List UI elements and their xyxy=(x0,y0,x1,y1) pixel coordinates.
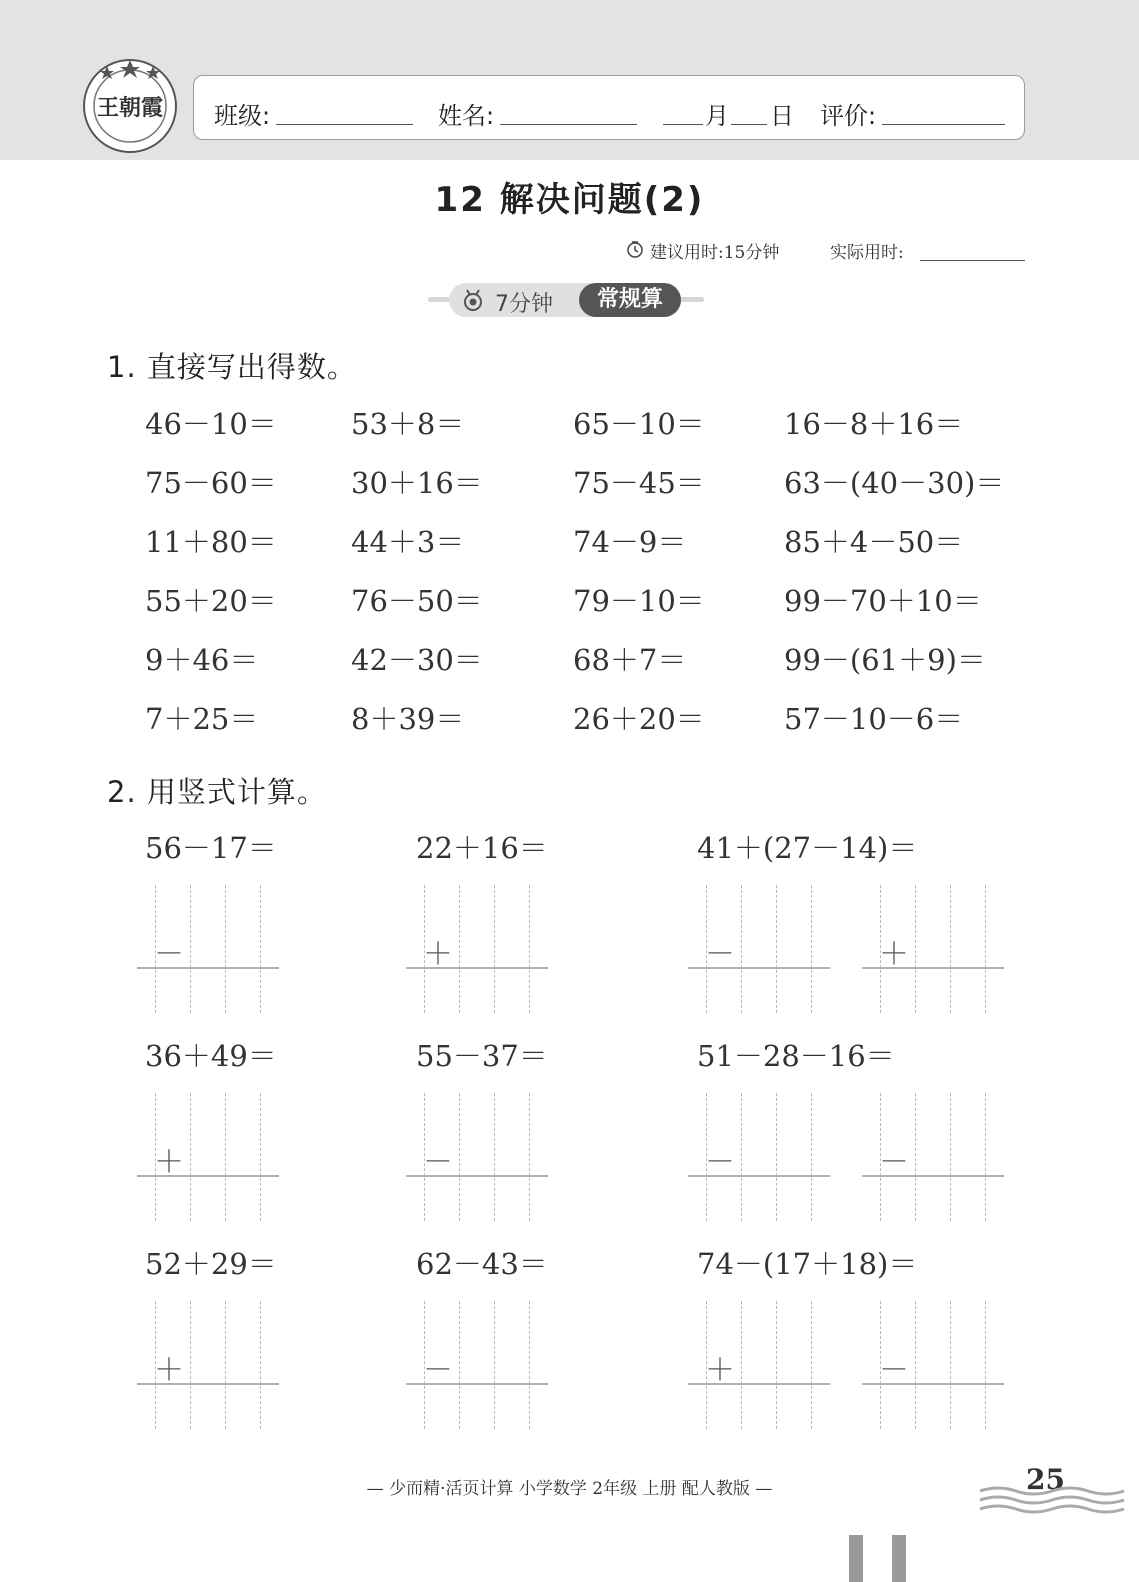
operator-sign: ＋ xyxy=(154,1353,184,1388)
grid-column-line xyxy=(260,885,261,1013)
oral-equation: 30＋16＝ xyxy=(351,466,483,500)
oral-equation: 8＋39＝ xyxy=(351,702,465,736)
oral-equation: 16－8＋16＝ xyxy=(784,407,964,441)
grid-column-line xyxy=(225,1301,226,1429)
operator-sign: － xyxy=(423,1145,453,1180)
grid-column-line xyxy=(260,1301,261,1429)
badge-tag: 常规算 xyxy=(579,283,681,317)
vertical-calc-grid-box[interactable] xyxy=(137,1093,279,1221)
oral-equation: 42－30＝ xyxy=(351,643,483,677)
grid-column-line xyxy=(811,885,812,1013)
grid-column-line xyxy=(741,1093,742,1221)
vertical-problem: 74－(17＋18)＝ xyxy=(697,1247,918,1281)
actual-time-label: 实际用时: xyxy=(830,243,904,263)
grid-column-line xyxy=(529,1301,530,1429)
oral-equation: 11＋80＝ xyxy=(145,525,277,559)
operator-sign: － xyxy=(879,1145,909,1180)
day-blank[interactable] xyxy=(731,124,767,125)
oral-equation: 57－10－6＝ xyxy=(784,702,964,736)
oral-equation: 68＋7＝ xyxy=(573,643,687,677)
grid-column-line xyxy=(950,1301,951,1429)
grid-column-line xyxy=(459,1301,460,1429)
vertical-calc-grid-box[interactable] xyxy=(862,1301,1004,1429)
vertical-calc-grid-box[interactable] xyxy=(862,885,1004,1013)
class-blank[interactable] xyxy=(276,124,413,125)
binding-mark xyxy=(892,1535,906,1582)
grid-column-line xyxy=(190,1093,191,1221)
medal-icon xyxy=(461,288,485,312)
grid-column-line xyxy=(225,1093,226,1221)
section1-heading: 1. 直接写出得数。 xyxy=(107,350,357,384)
wave-decoration xyxy=(980,1483,1130,1523)
vertical-problem: 55－37＝ xyxy=(416,1039,548,1073)
grid-column-line xyxy=(494,1093,495,1221)
operator-sign: － xyxy=(705,1145,735,1180)
actual-time-blank[interactable] xyxy=(920,260,1025,261)
vertical-calc-grid-box[interactable] xyxy=(688,1093,830,1221)
binding-mark xyxy=(849,1535,863,1582)
grid-column-line xyxy=(776,1301,777,1429)
operator-sign: ＋ xyxy=(879,937,909,972)
class-label: 班级: xyxy=(214,102,271,130)
eval-blank[interactable] xyxy=(882,124,1005,125)
oral-equation: 75－60＝ xyxy=(145,466,277,500)
oral-equation: 99－(61＋9)＝ xyxy=(784,643,986,677)
grid-column-line xyxy=(459,885,460,1013)
operator-sign: － xyxy=(705,937,735,972)
grid-column-line xyxy=(260,1093,261,1221)
vertical-calc-grid-box[interactable] xyxy=(406,1301,548,1429)
oral-equation: 46－10＝ xyxy=(145,407,277,441)
oral-equation: 74－9＝ xyxy=(573,525,687,559)
grid-column-line xyxy=(985,885,986,1013)
vertical-calc-grid-box[interactable] xyxy=(406,885,548,1013)
oral-equation: 53＋8＝ xyxy=(351,407,465,441)
vertical-calc-grid-box[interactable] xyxy=(137,1301,279,1429)
month-blank[interactable] xyxy=(663,124,703,125)
operator-sign: － xyxy=(423,1353,453,1388)
grid-column-line xyxy=(529,885,530,1013)
month-label: 月 xyxy=(705,102,729,130)
grid-column-line xyxy=(811,1301,812,1429)
suggested-time: 建议用时:15分钟 xyxy=(650,243,780,263)
grid-column-line xyxy=(190,1301,191,1429)
grid-column-line xyxy=(529,1093,530,1221)
section2-heading: 2. 用竖式计算。 xyxy=(107,775,327,809)
operator-sign: ＋ xyxy=(423,937,453,972)
vertical-calc-grid-box[interactable] xyxy=(137,885,279,1013)
grid-column-line xyxy=(915,1301,916,1429)
student-info-box xyxy=(193,75,1025,140)
oral-equation: 75－45＝ xyxy=(573,466,705,500)
vertical-problem: 22＋16＝ xyxy=(416,831,548,865)
operator-sign: ＋ xyxy=(705,1353,735,1388)
operator-sign: － xyxy=(154,937,184,972)
grid-column-line xyxy=(915,885,916,1013)
vertical-problem: 56－17＝ xyxy=(145,831,277,865)
oral-equation: 55＋20＝ xyxy=(145,584,277,618)
grid-column-line xyxy=(950,885,951,1013)
day-label: 日 xyxy=(770,102,794,130)
operator-sign: － xyxy=(879,1353,909,1388)
vertical-problem: 36＋49＝ xyxy=(145,1039,277,1073)
grid-column-line xyxy=(459,1093,460,1221)
logo-text: 王朝霞 xyxy=(96,95,164,121)
badge-time: 7分钟 xyxy=(495,292,553,317)
name-label: 姓名: xyxy=(438,102,495,130)
vertical-calc-grid-box[interactable] xyxy=(688,1301,830,1429)
grid-column-line xyxy=(811,1093,812,1221)
oral-equation: 7＋25＝ xyxy=(145,702,259,736)
vertical-problem: 51－28－16＝ xyxy=(697,1039,895,1073)
oral-equation: 85＋4－50＝ xyxy=(784,525,964,559)
grid-column-line xyxy=(915,1093,916,1221)
logo xyxy=(82,58,178,154)
page-title: 12 解决问题(2) xyxy=(434,180,705,220)
clock-icon xyxy=(626,240,644,258)
oral-equation: 65－10＝ xyxy=(573,407,705,441)
vertical-calc-grid-box[interactable] xyxy=(688,885,830,1013)
oral-equation: 79－10＝ xyxy=(573,584,705,618)
grid-column-line xyxy=(985,1093,986,1221)
vertical-problem: 62－43＝ xyxy=(416,1247,548,1281)
grid-column-line xyxy=(776,885,777,1013)
oral-equation: 26＋20＝ xyxy=(573,702,705,736)
oral-equation: 99－70＋10＝ xyxy=(784,584,982,618)
operator-sign: ＋ xyxy=(154,1145,184,1180)
oral-equation: 9＋46＝ xyxy=(145,643,259,677)
vertical-problem: 52＋29＝ xyxy=(145,1247,277,1281)
page-number: 25 xyxy=(1026,1463,1065,1496)
vertical-calc-grid-box[interactable] xyxy=(862,1093,1004,1221)
vertical-calc-grid-box[interactable] xyxy=(406,1093,548,1221)
oral-equation: 76－50＝ xyxy=(351,584,483,618)
grid-column-line xyxy=(225,885,226,1013)
grid-column-line xyxy=(494,1301,495,1429)
oral-equation: 44＋3＝ xyxy=(351,525,465,559)
grid-column-line xyxy=(776,1093,777,1221)
eval-label: 评价: xyxy=(820,102,877,130)
grid-column-line xyxy=(950,1093,951,1221)
grid-column-line xyxy=(190,885,191,1013)
oral-equation: 63－(40－30)＝ xyxy=(784,466,1005,500)
grid-column-line xyxy=(741,885,742,1013)
grid-column-line xyxy=(741,1301,742,1429)
footer-text: — 少而精·活页计算 小学数学 2年级 上册 配人教版 — xyxy=(366,1479,773,1499)
name-blank[interactable] xyxy=(500,124,637,125)
vertical-problem: 41＋(27－14)＝ xyxy=(697,831,918,865)
grid-column-line xyxy=(985,1301,986,1429)
grid-column-line xyxy=(494,885,495,1013)
